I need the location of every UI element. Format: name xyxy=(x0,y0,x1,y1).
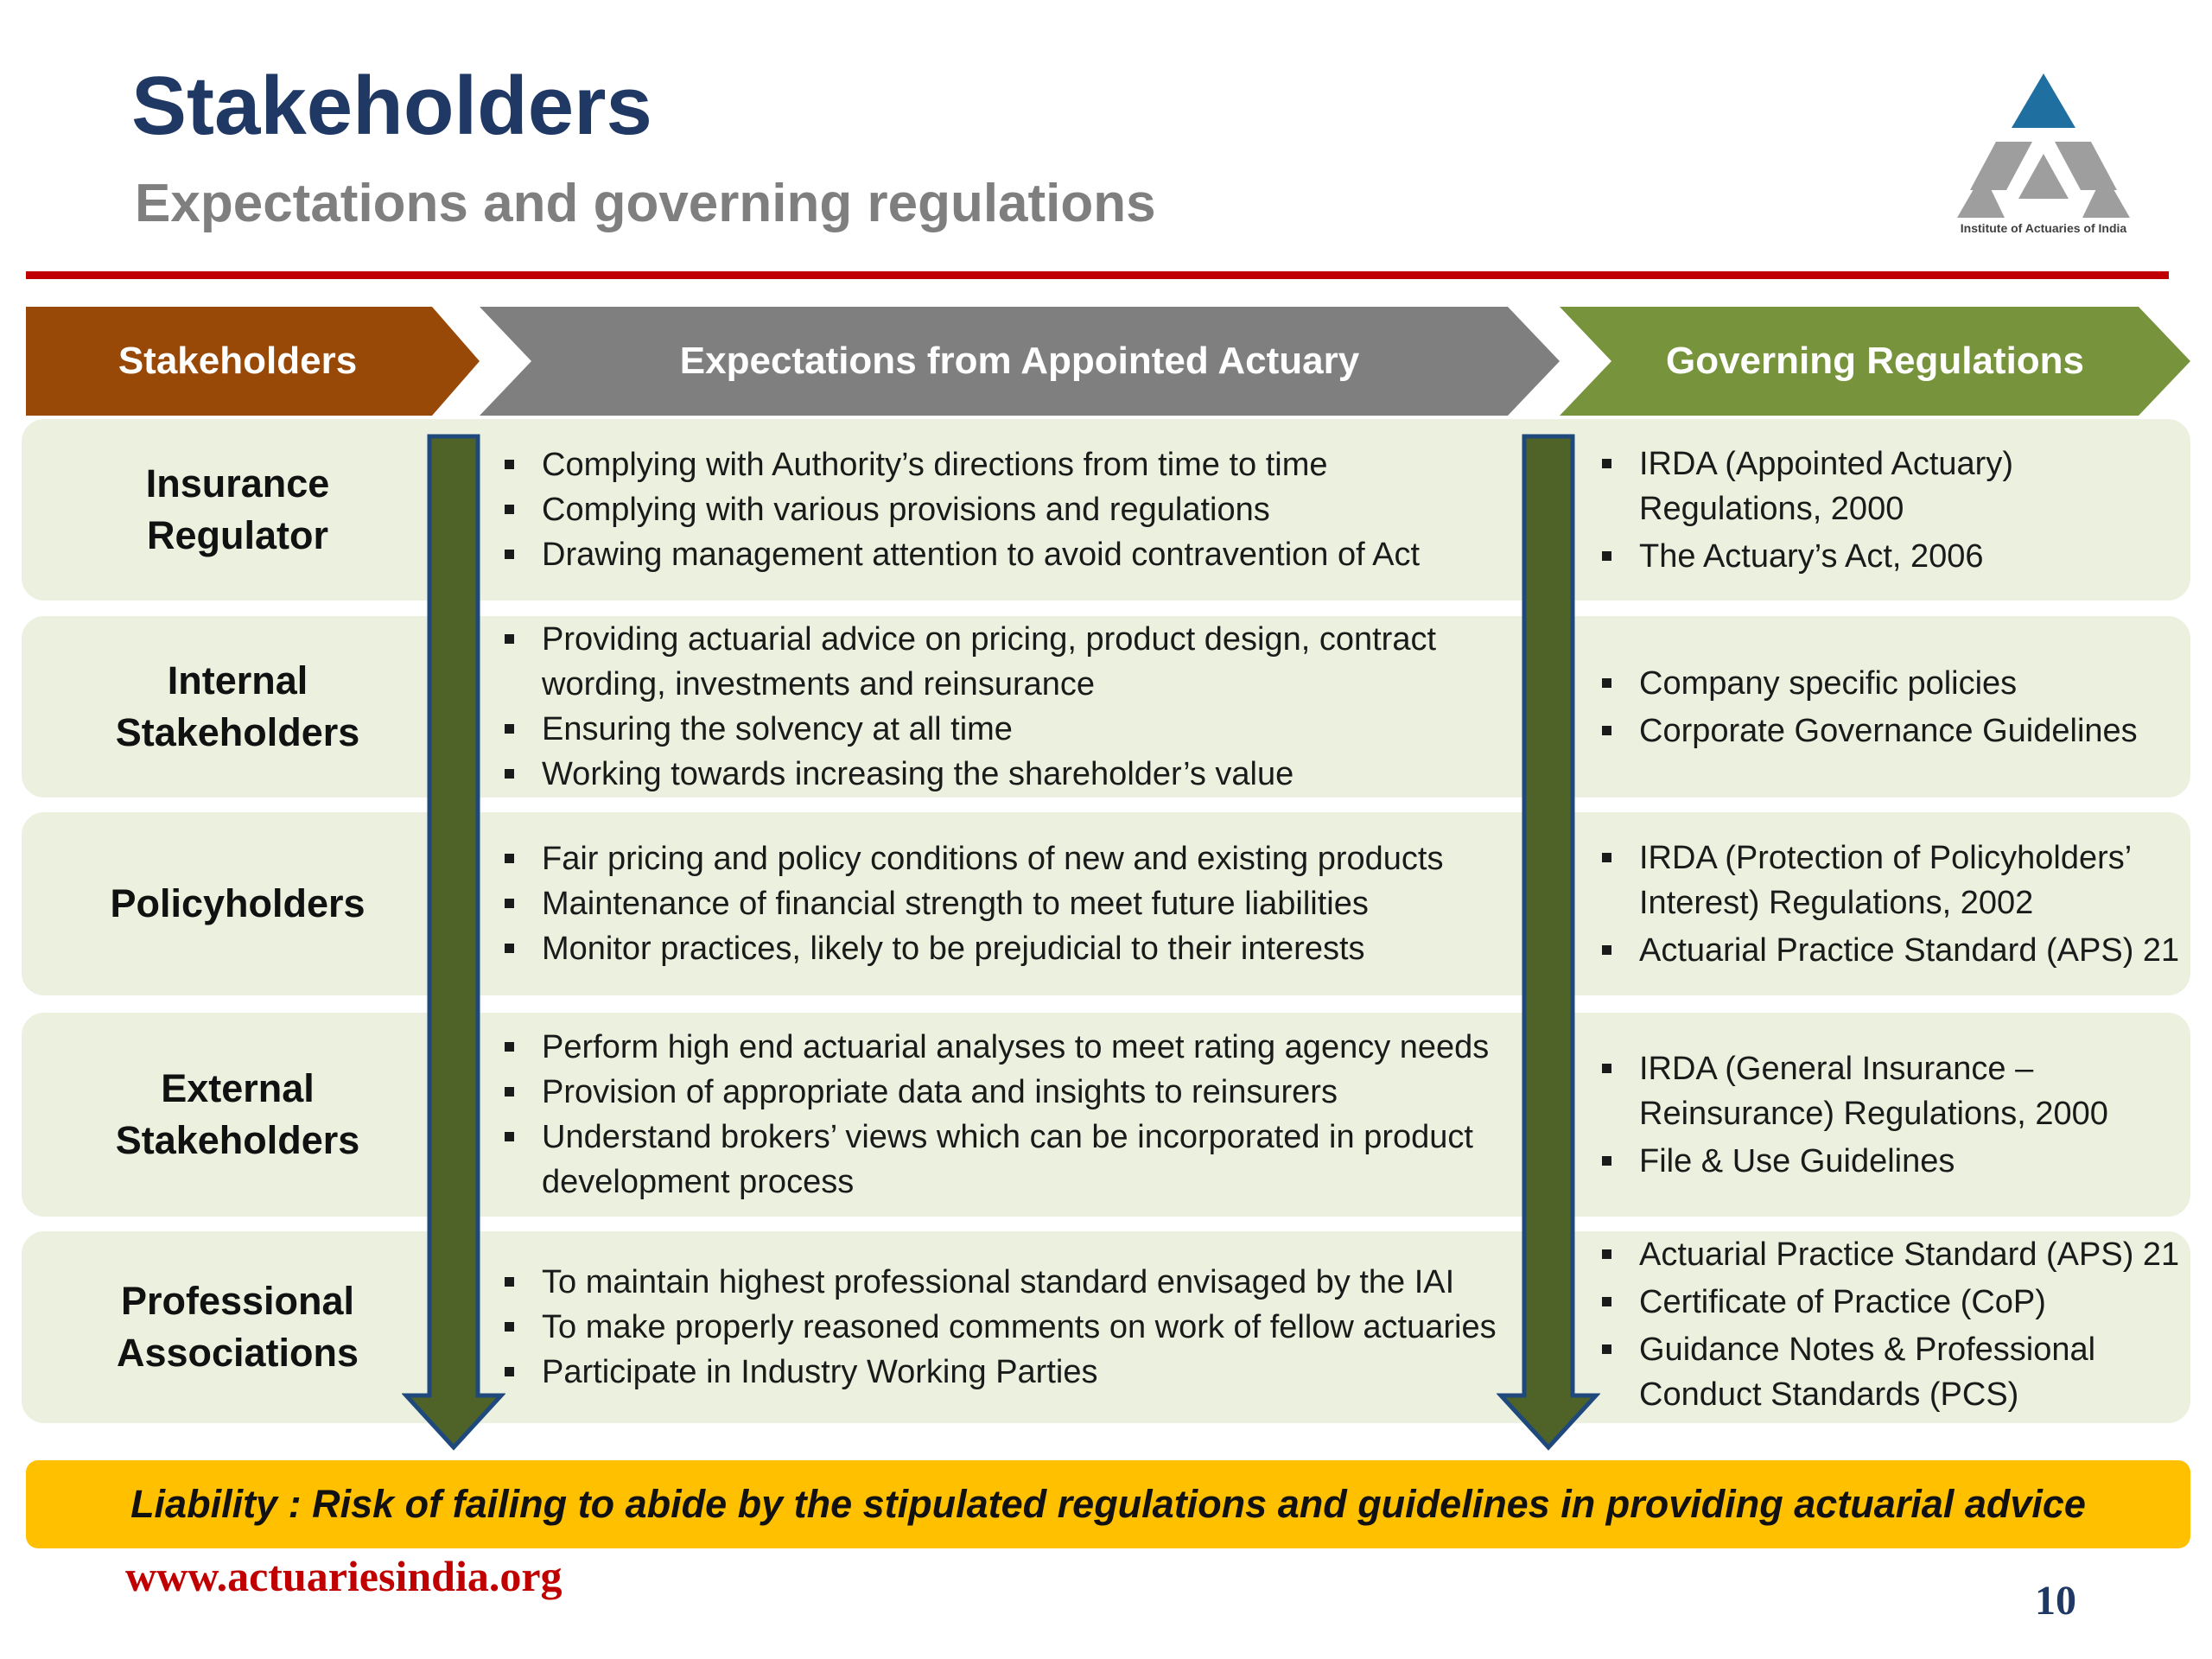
list-item: Certificate of Practice (CoP) xyxy=(1577,1280,2182,1325)
expectations-cell xyxy=(480,419,1525,601)
list-item: Complying with various provisions and regulations xyxy=(480,487,1525,532)
column-header-expectations xyxy=(480,307,1560,416)
expectations-cell xyxy=(480,1013,1525,1217)
list-item: Complying with Authority’s directions from time to time xyxy=(480,442,1525,487)
regulations-cell xyxy=(1577,1225,2182,1424)
stakeholder-label: Professional Associations xyxy=(116,1279,359,1375)
stakeholder-label: Insurance Regulator xyxy=(145,461,330,557)
list-item: To make properly reasoned comments on work of fellow actuaries xyxy=(480,1305,1525,1350)
stakeholder-label: Internal Stakeholders xyxy=(115,658,360,754)
list-item: Company specific policies xyxy=(1577,661,2182,706)
slide-subtitle: Expectations and governing regulations xyxy=(135,174,1156,233)
stakeholder-label: External Stakeholders xyxy=(115,1066,360,1162)
down-arrow-icon xyxy=(1497,432,1600,1452)
regulations-cell xyxy=(1577,812,2182,995)
iai-logo xyxy=(1936,69,2152,242)
list-item: IRDA (Appointed Actuary) Regulations, 2000 xyxy=(1577,442,2182,531)
website-link[interactable]: www.actuariesindia.org xyxy=(125,1552,563,1600)
list-item: Monitor practices, likely to be prejudicial to their interests xyxy=(480,926,1525,971)
column-header-label: Expectations from Appointed Actuary xyxy=(679,340,1360,382)
list-item: Understand brokers’ views which can be incorporated in product development process xyxy=(480,1115,1525,1205)
list-item: Drawing management attention to avoid contravention of Act xyxy=(480,532,1525,577)
iai-triangle-logo-icon xyxy=(1936,69,2152,220)
regulations-cell xyxy=(1577,1013,2182,1217)
liability-banner: Liability : Risk of failing to abide by the stipulated regulations and guidelines in providing actuarial advice xyxy=(26,1460,2190,1548)
column-header-label: Governing Regulations xyxy=(1665,340,2085,382)
list-item: IRDA (Protection of Policyholders’ Interest) Regulations, 2002 xyxy=(1577,836,2182,925)
list-item: Corporate Governance Guidelines xyxy=(1577,709,2182,753)
list-item: Participate in Industry Working Parties xyxy=(480,1350,1525,1395)
header-divider xyxy=(26,271,2169,279)
expectations-cell xyxy=(480,812,1525,995)
column-header-regulations xyxy=(1560,307,2190,416)
down-arrow-icon xyxy=(402,432,505,1452)
list-item: Providing actuarial advice on pricing, product design, contract wording, investments and reinsurance xyxy=(480,617,1525,707)
list-item: Perform high end actuarial analyses to meet rating agency needs xyxy=(480,1025,1525,1070)
list-item: Guidance Notes & Professional Conduct Standards (PCS) xyxy=(1577,1327,2182,1417)
stakeholder-label: Policyholders xyxy=(110,881,365,925)
column-header-label: Stakeholders xyxy=(118,340,358,382)
list-item: File & Use Guidelines xyxy=(1577,1139,2182,1184)
list-item: Actuarial Practice Standard (APS) 21 xyxy=(1577,1232,2182,1277)
list-item: Maintenance of financial strength to meet future liabilities xyxy=(480,881,1525,926)
list-item: The Actuary’s Act, 2006 xyxy=(1577,534,2182,579)
list-item: Provision of appropriate data and insights to reinsurers xyxy=(480,1070,1525,1115)
list-item: IRDA (General Insurance – Reinsurance) Regulations, 2000 xyxy=(1577,1046,2182,1136)
regulations-cell xyxy=(1577,419,2182,601)
page-number: 10 xyxy=(2035,1578,2076,1624)
list-item: Fair pricing and policy conditions of new and existing products xyxy=(480,836,1525,881)
expectations-cell xyxy=(480,1231,1525,1423)
list-item: Ensuring the solvency at all time xyxy=(480,707,1525,752)
list-item: Actuarial Practice Standard (APS) 21 xyxy=(1577,928,2182,973)
expectations-cell xyxy=(480,616,1525,798)
list-item: Working towards increasing the shareholder’s value xyxy=(480,752,1525,797)
logo-caption: Institute of Actuaries of India xyxy=(1960,221,2127,235)
slide-title: Stakeholders xyxy=(131,60,652,152)
column-header-stakeholders xyxy=(26,307,480,416)
list-item: To maintain highest professional standard envisaged by the IAI xyxy=(480,1260,1525,1305)
regulations-cell xyxy=(1577,616,2182,798)
